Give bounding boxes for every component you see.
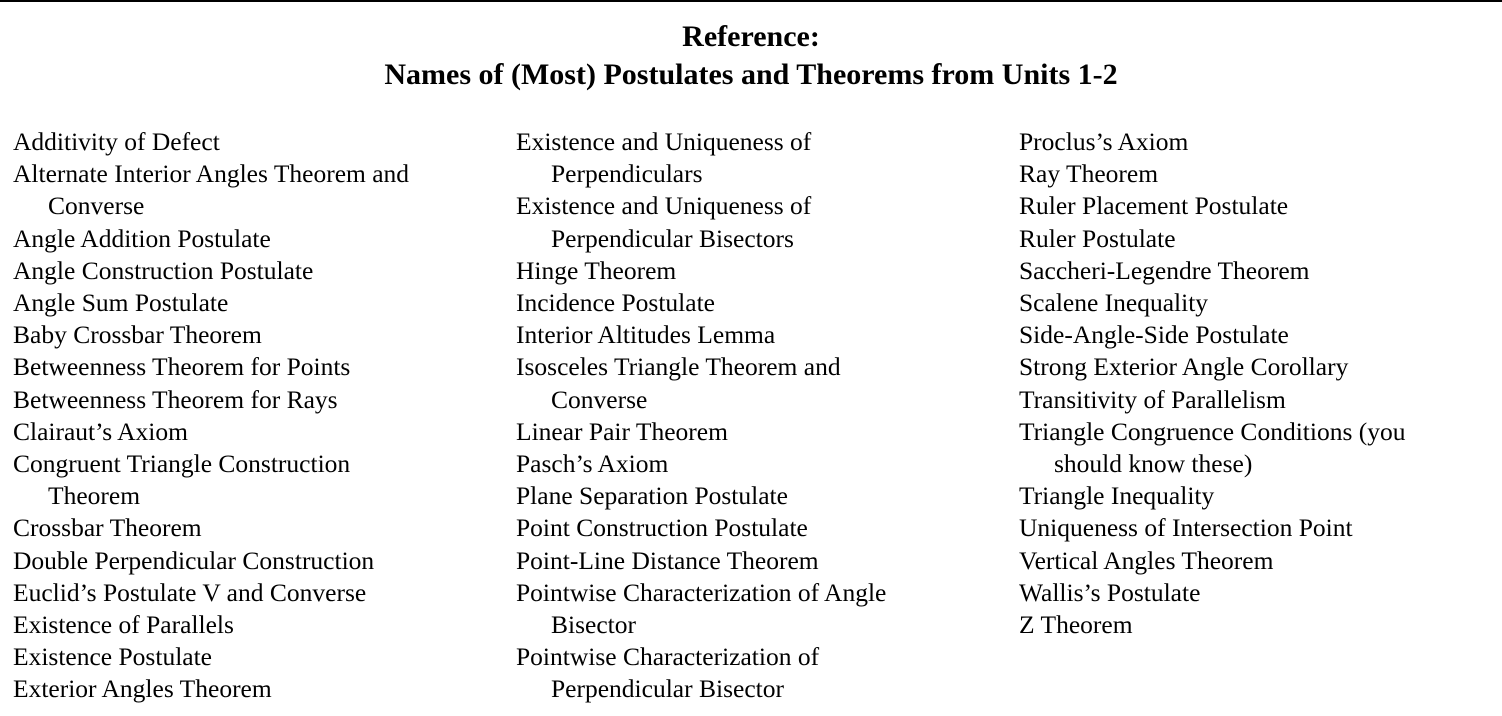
list-item-text: Incidence Postulate xyxy=(516,288,715,318)
list-item-text: Transitivity of Parallelism xyxy=(1019,384,1286,414)
list-item xyxy=(516,512,986,544)
list-item-text: Pasch’s Axiom xyxy=(516,449,669,479)
list-item-text: Alternate Interior Angles Theorem and xyxy=(13,159,410,189)
list-item xyxy=(1019,577,1499,609)
list-item-continuation: Theorem xyxy=(48,481,141,511)
list-item-continuation: Converse xyxy=(48,191,145,221)
list-item xyxy=(1019,351,1499,383)
list-item-continuation: Converse xyxy=(551,384,648,414)
list-item xyxy=(13,126,503,158)
list-item xyxy=(1019,190,1499,222)
list-item xyxy=(13,255,503,287)
column-1 xyxy=(13,126,503,706)
list-item xyxy=(13,577,503,609)
list-item xyxy=(1019,480,1499,512)
list-item-text: Pointwise Characterization of xyxy=(516,642,820,672)
list-item-text: Wallis’s Postulate xyxy=(1019,577,1201,607)
list-item xyxy=(13,673,503,705)
list-item xyxy=(13,319,503,351)
reference-heading: Reference: xyxy=(682,20,820,53)
list-item-text: Exterior Angles Theorem xyxy=(13,674,272,704)
list-item xyxy=(13,158,503,222)
list-item xyxy=(1019,126,1499,158)
list-item xyxy=(1019,545,1499,577)
list-item xyxy=(13,545,503,577)
list-item-text: Euclid’s Postulate V and Converse xyxy=(13,577,367,607)
list-item-continuation: should know these) xyxy=(1054,449,1253,479)
list-item-continuation: Perpendiculars xyxy=(551,159,703,189)
list-item-text: Linear Pair Theorem xyxy=(516,416,728,446)
list-item xyxy=(13,384,503,416)
list-item-text: Saccheri-Legendre Theorem xyxy=(1019,255,1310,285)
list-item-text: Crossbar Theorem xyxy=(13,513,202,543)
list-item xyxy=(1019,416,1499,480)
list-item xyxy=(1019,255,1499,287)
list-item xyxy=(13,641,503,673)
list-item-text: Point-Line Distance Theorem xyxy=(516,545,819,575)
list-item-text: Existence of Parallels xyxy=(13,610,234,640)
list-item xyxy=(1019,287,1499,319)
list-item-text: Strong Exterior Angle Corollary xyxy=(1019,352,1349,382)
list-item xyxy=(1019,384,1499,416)
list-item-text: Proclus’s Axiom xyxy=(1019,127,1189,156)
list-item xyxy=(1019,512,1499,544)
list-item-text: Double Perpendicular Construction xyxy=(13,545,375,575)
list-item xyxy=(516,416,986,448)
list-item xyxy=(1019,158,1499,190)
list-item-continuation: Bisector xyxy=(551,610,636,640)
list-item xyxy=(13,448,503,512)
list-item xyxy=(516,448,986,480)
list-item-text: Scalene Inequality xyxy=(1019,288,1209,318)
list-item-text: Point Construction Postulate xyxy=(516,513,808,543)
list-item-text: Triangle Congruence Conditions (you xyxy=(1019,416,1406,446)
list-item xyxy=(516,641,986,705)
list-item-text: Ray Theorem xyxy=(1019,159,1159,189)
list-item-text: Congruent Triangle Construction xyxy=(13,449,351,479)
list-item xyxy=(516,190,986,254)
list-item xyxy=(13,512,503,544)
list-item xyxy=(13,609,503,641)
page-title: Names of (Most) Postulates and Theorems from Units 1-2 xyxy=(384,58,1118,91)
list-item-text: Existence and Uniqueness of xyxy=(516,127,812,156)
list-item-continuation: Perpendicular Bisectors xyxy=(551,223,794,253)
list-item-text: Vertical Angles Theorem xyxy=(1019,545,1274,575)
column-3 xyxy=(1019,126,1499,641)
list-item xyxy=(516,287,986,319)
list-item-text: Angle Construction Postulate xyxy=(13,255,314,285)
list-item-text: Triangle Inequality xyxy=(1019,481,1215,511)
list-item-text: Uniqueness of Intersection Point xyxy=(1019,513,1353,543)
list-item xyxy=(13,223,503,255)
list-item xyxy=(1019,609,1499,641)
list-item-text: Isosceles Triangle Theorem and xyxy=(516,352,841,382)
list-item-continuation: Perpendicular Bisector xyxy=(551,674,784,704)
list-item xyxy=(1019,319,1499,351)
list-item-text: Existence Postulate xyxy=(13,642,212,672)
list-item-text: Pointwise Characterization of Angle xyxy=(516,577,887,607)
list-item xyxy=(1019,223,1499,255)
list-item-text: Existence and Uniqueness of xyxy=(516,191,812,221)
list-item-text: Ruler Placement Postulate xyxy=(1019,191,1289,221)
list-item-text: Side-Angle-Side Postulate xyxy=(1019,320,1289,350)
list-item xyxy=(516,545,986,577)
list-item xyxy=(516,319,986,351)
list-item xyxy=(13,416,503,448)
list-item-text: Ruler Postulate xyxy=(1019,223,1176,253)
list-item xyxy=(13,287,503,319)
list-item xyxy=(516,480,986,512)
list-item xyxy=(516,255,986,287)
list-item-text: Clairaut’s Axiom xyxy=(13,416,188,446)
list-item-text: Plane Separation Postulate xyxy=(516,481,788,511)
list-item-text: Z Theorem xyxy=(1019,610,1133,640)
list-item xyxy=(516,126,986,190)
list-item-text: Interior Altitudes Lemma xyxy=(516,320,776,350)
column-2 xyxy=(516,126,986,706)
list-item-text: Baby Crossbar Theorem xyxy=(13,320,262,350)
list-item-text: Angle Sum Postulate xyxy=(13,288,229,318)
list-item xyxy=(516,351,986,415)
list-item-text: Hinge Theorem xyxy=(516,255,677,285)
list-item xyxy=(516,577,986,641)
list-item-text: Additivity of Defect xyxy=(13,127,220,156)
list-item-text: Angle Addition Postulate xyxy=(13,223,271,253)
top-border-rule xyxy=(0,0,1502,2)
list-item-text: Betweenness Theorem for Rays xyxy=(13,384,338,414)
list-item-text: Betweenness Theorem for Points xyxy=(13,352,351,382)
list-item xyxy=(13,351,503,383)
